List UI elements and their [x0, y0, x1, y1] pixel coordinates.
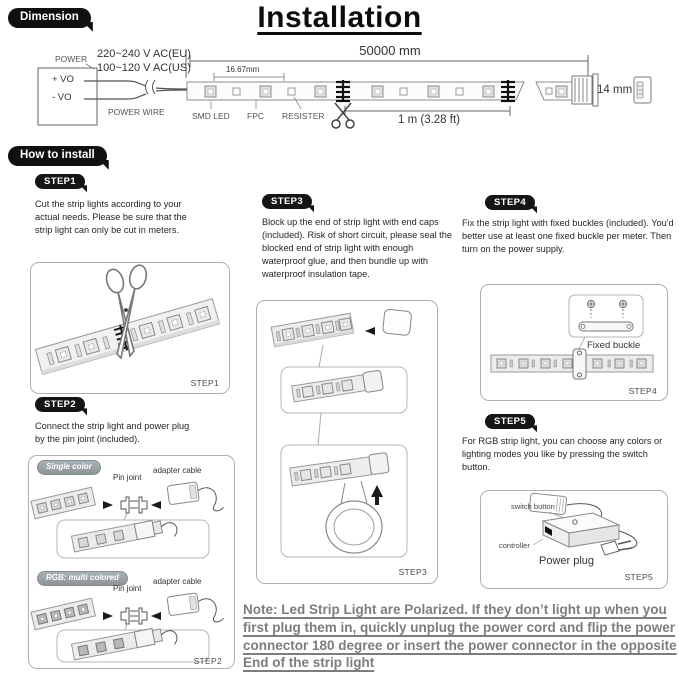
step2-text: Connect the strip light and power plug by the pin joint (included). [35, 421, 190, 445]
step1-drawing [31, 263, 229, 393]
single-color-badge: Single color [37, 460, 101, 475]
page-title: Installation [257, 1, 422, 34]
arrow-up-icon [371, 485, 383, 505]
strip-width-label: 14 mm [597, 84, 633, 96]
how-to-install-badge: How to install [8, 146, 107, 166]
pin-joint-label: Pin joint [113, 584, 142, 593]
plus-terminal-label: + VO [52, 74, 74, 85]
adapter-plug [167, 479, 224, 518]
led-strip [187, 74, 651, 106]
capped-strip [289, 452, 389, 485]
end-cap [369, 452, 390, 474]
fixed-buckle-label: Fixed buckle [587, 340, 641, 351]
step3-badge: STEP3 [262, 194, 312, 209]
led-pitch-dimension [214, 73, 284, 81]
step1-badge: STEP1 [35, 174, 85, 189]
step1-figure [30, 262, 230, 394]
controller-box [543, 513, 619, 547]
arrow-right-icon [103, 501, 113, 509]
step2-badge: STEP2 [35, 397, 85, 412]
screw-icon [620, 301, 627, 319]
adapter-cable-label: adapter cable [153, 577, 202, 586]
power-label: POWER [55, 54, 88, 64]
voltage-us-label: 100~120 V AC(US) [97, 62, 191, 74]
rgb-multi-colored-badge: RGB: multi colored [37, 571, 128, 586]
led-pitch-label: 16.67mm [226, 65, 260, 74]
arrow-left-icon [365, 327, 375, 335]
step3-figure [256, 300, 438, 584]
power-plug-icon [601, 541, 632, 555]
led-strip [31, 487, 95, 518]
arrow-left-icon [151, 501, 161, 509]
adapter-plug [167, 590, 224, 629]
voltage-eu-label: 220~240 V AC(EU) [97, 48, 191, 60]
polarity-note: Note: Led Strip Light are Polarized. If they don’t light up when you first plug them in, quickly unplug the power cord and flip the power connector 180 degree or insert the power connector in the opposite End of the strip light [243, 602, 677, 671]
step2-figure [28, 455, 235, 669]
step1-text: Cut the strip lights according to your actual needs. Please be sure that the strip light can only be cut in meters. [35, 199, 187, 236]
scissors-icon [332, 103, 354, 128]
screw-icon [588, 301, 595, 319]
step3-figure-label: STEP3 [398, 567, 427, 577]
cut-unit-label: 1 m (3.28 ft) [398, 114, 460, 126]
fpc-label: FPC [247, 111, 264, 121]
smd-led-label: SMD LED [192, 111, 230, 121]
end-cap [382, 309, 411, 336]
capped-strip [291, 370, 383, 404]
pin-joint-connector [121, 497, 147, 513]
step1-figure-label: STEP1 [190, 378, 219, 388]
switch-button-label: switch button [511, 502, 555, 511]
power-plug-label: Power plug [539, 555, 595, 567]
step4-figure-label: STEP4 [628, 386, 657, 396]
step3-text: Block up the end of strip light with end caps (included). Risk of short circuit, please seal the blocked end of strip light with enough waterproof glue, and then bundle up with waterproof insulation tape. [262, 217, 452, 280]
step4-figure [480, 284, 668, 401]
adapter-cable-label: adapter cable [153, 466, 202, 475]
minus-terminal-label: - VO [52, 92, 72, 103]
resister-label: RESISTER [282, 111, 325, 121]
step4-text: Fix the strip light with fixed buckles (included). You'd better use at least one fixed buckle per meter. Then turn on the power supply. [462, 218, 674, 255]
step5-figure [480, 490, 668, 589]
controller-label: controller [499, 541, 530, 550]
end-connector [572, 74, 598, 106]
total-length-label: 50000 mm [359, 43, 421, 58]
step2-drawing [29, 456, 234, 668]
pin-joint-label: Pin joint [113, 473, 142, 482]
step3-drawing [257, 301, 437, 583]
step2-figure-label: STEP2 [193, 656, 222, 666]
led-strip [491, 355, 653, 372]
arrow-left-icon [151, 612, 161, 620]
fixed-buckle [579, 322, 633, 331]
power-wires [84, 80, 187, 99]
fixed-buckle [573, 349, 586, 379]
power-wire-label: POWER WIRE [108, 107, 165, 117]
dimension-badge: Dimension [8, 8, 91, 28]
step5-text: For RGB strip light, you can choose any colors or lighting modes you like by pressing the switch button. [462, 436, 663, 473]
switch-button-dot [573, 520, 577, 524]
step5-badge: STEP5 [485, 414, 535, 429]
led-strip-rgb [31, 598, 95, 629]
mating-connector [634, 77, 651, 103]
led-strip [271, 313, 353, 347]
pin-joint-connector [121, 608, 147, 624]
step4-badge: STEP4 [485, 195, 535, 210]
assembled-strip [71, 516, 178, 556]
arrow-right-icon [103, 612, 113, 620]
step5-figure-label: STEP5 [624, 572, 653, 582]
end-cap [363, 370, 384, 393]
